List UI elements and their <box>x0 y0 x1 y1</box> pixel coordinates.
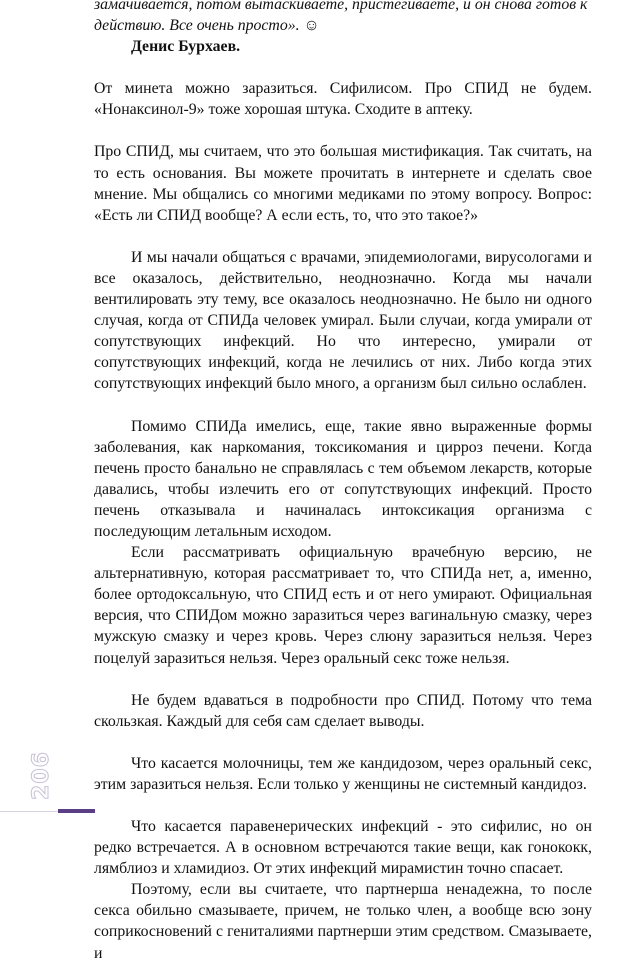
paragraph: Поэтому, если вы считаете, что партнерша ненадежна, то после секса обильно смазываете, причем, не только член, а вообще всю зону соприкосновений с гениталиями партнерши этим средством. Смазываете, и <box>94 881 592 962</box>
paragraph: От минета можно заразиться. Сифилисом. Про СПИД не будем. «Нонаксинол-9» тоже хорошая штука. Сходите в аптеку. <box>94 80 592 119</box>
paragraph: Если рассматривать официальную врачебную версию, не альтернативную, которая рассматривает то, что СПИДа нет, а, именно, более ортодоксальную, что СПИД есть и от него умирают. Официальная версия, что СПИДом можно заразиться через вагинальную смазку, через мужскую смазку и через кровь. Через слюну заразиться нельзя. Через поцелуй заразиться нельзя. Через оральный секс тоже нельзя. <box>94 544 592 667</box>
paragraph: Помимо СПИДа имелись, еще, такие явно выраженные формы заболевания, как наркомания, токсикомания и цирроз печени. Когда печень просто банально не справлялась с тем объемом лекарств, которые давались, чтобы излечить его от сопутствующих инфекций. Просто печень отказывала и начиналась интоксикация организма с последующим летальным исходом. <box>94 417 592 540</box>
smiley-icon: ☺ <box>303 17 320 35</box>
author-signature: Денис Бурхаев. <box>131 38 241 56</box>
intro-line-2: действию. Все очень просто». <box>94 17 300 35</box>
body-text <box>94 0 592 964</box>
footer-accent-bar <box>58 809 95 813</box>
paragraph: Что касается паравенерических инфекций - это сифилис, но он редко встречается. А в основном встречаются такие вещи, как гонококк, лямблиоз и хламидиоз. От этих инфекций мирамистин точно спасает. <box>94 818 592 878</box>
page-number <box>30 748 52 802</box>
paragraph: Про СПИД, мы считаем, что это большая мистификация. Так считать, на то есть основания. Вы можете прочитать в интернете и сделать свое мнение. Мы общались со многими медиками по этому вопросу. Вопрос: «Есть ли СПИД вообще? А если есть, то, что это такое?» <box>94 143 592 224</box>
paragraph: Не будем вдаваться в подробности про СПИД. Потому что тема скользкая. Каждый для себя сам сделает выводы. <box>94 691 592 730</box>
page-number-text: 206 <box>28 750 54 800</box>
paragraph: И мы начали общаться с врачами, эпидемиологами, вирусологами и все оказалось, действительно, неоднозначно. Когда мы начали вентилировать эту тему, все оказалось неоднозначно. Не было ни одного случая, когда от СПИДа человек умирал. Были случаи, когда умирали от сопутствующих инфекций. Но что интересно, умирали от сопутствующих инфекций, когда не лечились от них. Либо когда этих сопутствующих инфекций было много, а организм был сильно ослаблен. <box>94 248 592 393</box>
paragraph: Что касается молочницы, тем же кандидозом, через оральный секс, этим заразиться нельзя. Если только у женщины не системный кандидоз. <box>94 754 592 793</box>
intro-quote <box>94 0 592 36</box>
footer-rule <box>0 811 58 812</box>
intro-line-1: замачивается, потом вытаскиваете, пристегиваете, и он снова готов к <box>94 0 588 13</box>
